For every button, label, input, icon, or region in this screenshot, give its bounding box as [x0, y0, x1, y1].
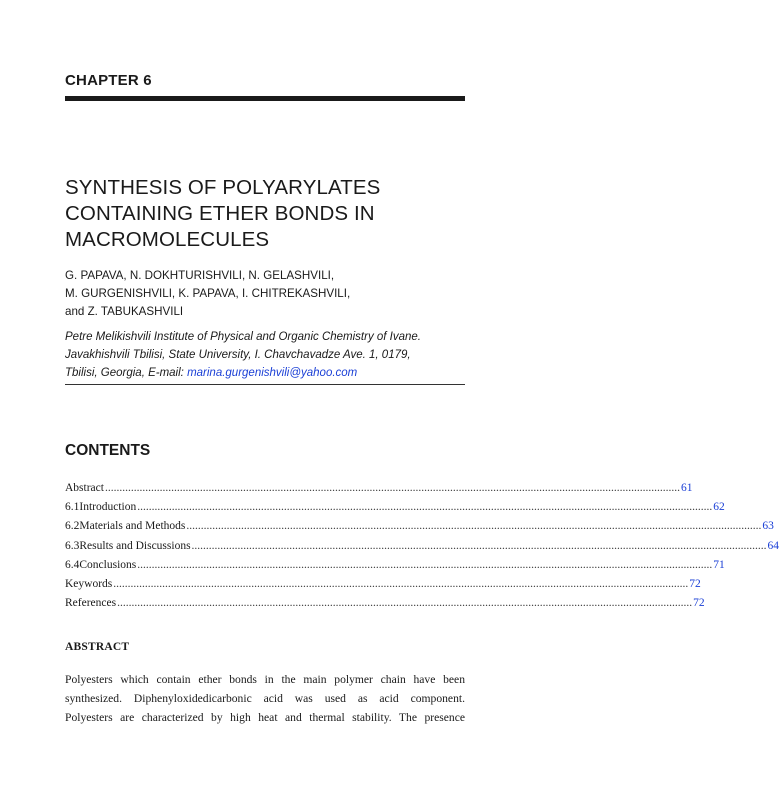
toc-entry[interactable]	[65, 498, 725, 517]
toc-leader-dots: ........................................................................................................................................................................................................	[186, 520, 762, 533]
abstract-heading: ABSTRACT	[65, 641, 130, 653]
toc-page-link[interactable]: 63	[762, 520, 774, 533]
chapter-title	[65, 175, 465, 253]
chapter-rule	[65, 96, 465, 101]
toc-leader-dots: ........................................................................................................................................................................................................	[104, 482, 680, 494]
affiliation-location: Tbilisi, Georgia, E-mail:	[65, 367, 188, 379]
toc-entry-number: 6.3	[65, 539, 80, 552]
abstract-line: Polyesters are characterized by high heat and thermal stability. The presence	[65, 711, 465, 724]
abstract-body	[65, 670, 465, 727]
affiliation-line	[65, 364, 465, 382]
abstract-line: Polyesters which contain ether bonds in the main polymer chain have been	[65, 673, 465, 686]
author-line: M. GURGENISHVILI, K. PAPAVA, I. CHITREKASHVILI,	[65, 287, 351, 300]
affiliation	[65, 328, 465, 382]
abstract-line: synthesized. Diphenyloxidedicarbonic acid was used as acid component.	[65, 692, 465, 705]
title-line: SYNTHESIS OF POLYARYLATES	[65, 176, 381, 199]
toc-leader-dots: ........................................................................................................................................................................................................	[137, 501, 713, 514]
toc-page-link[interactable]: 71	[713, 558, 725, 571]
toc-entry-number: 6.2	[65, 520, 80, 533]
toc-entry[interactable]	[65, 556, 725, 575]
table-of-contents	[65, 479, 779, 613]
author-line: and Z. TABUKASHVILI	[65, 305, 184, 318]
toc-entry-title: Materials and Methods	[79, 520, 186, 533]
author-list	[65, 267, 465, 321]
affiliation-rule	[65, 384, 465, 385]
toc-entry[interactable]	[65, 517, 774, 536]
affiliation-line: Javakhishvili Tbilisi, State University, I. Chavchavadze Ave. 1, 0179,	[65, 349, 411, 361]
toc-entry-title: References	[65, 597, 117, 610]
toc-entry-title: Conclusions	[79, 558, 137, 571]
toc-entry-title: Introduction	[79, 501, 137, 514]
chapter-label: CHAPTER 6	[65, 72, 152, 89]
toc-entry-number: 6.4	[65, 558, 80, 571]
toc-entry[interactable]	[65, 594, 705, 613]
toc-leader-dots: ........................................................................................................................................................................................................	[191, 539, 767, 552]
toc-page-link[interactable]: 72	[689, 577, 701, 590]
toc-leader-dots: ........................................................................................................................................................................................................	[137, 558, 713, 571]
toc-entry-number: 6.1	[65, 501, 80, 514]
toc-page-link[interactable]: 72	[693, 597, 705, 610]
toc-entry[interactable]	[65, 479, 693, 498]
title-line: MACROMOLECULES	[65, 228, 270, 251]
toc-entry[interactable]	[65, 537, 779, 556]
toc-page-link[interactable]: 64	[767, 539, 779, 552]
contents-heading: CONTENTS	[65, 442, 151, 459]
title-line: CONTAINING ETHER BONDS IN	[65, 202, 375, 225]
toc-leader-dots: ........................................................................................................................................................................................................	[113, 577, 689, 590]
toc-leader-dots: ........................................................................................................................................................................................................	[117, 597, 693, 610]
toc-entry[interactable]	[65, 575, 701, 594]
email-link[interactable]: marina.gurgenishvili@yahoo.com	[187, 367, 358, 379]
toc-entry-title: Results and Discussions	[79, 539, 191, 552]
toc-entry-title: Keywords	[65, 577, 113, 590]
toc-entry-title: Abstract	[65, 482, 104, 494]
toc-page-link[interactable]: 61	[680, 482, 693, 494]
toc-page-link[interactable]: 62	[713, 501, 725, 514]
author-line: G. PAPAVA, N. DOKHTURISHVILI, N. GELASHVILI,	[65, 269, 335, 282]
affiliation-line: Petre Melikishvili Institute of Physical and Organic Chemistry of Ivane.	[65, 331, 422, 343]
